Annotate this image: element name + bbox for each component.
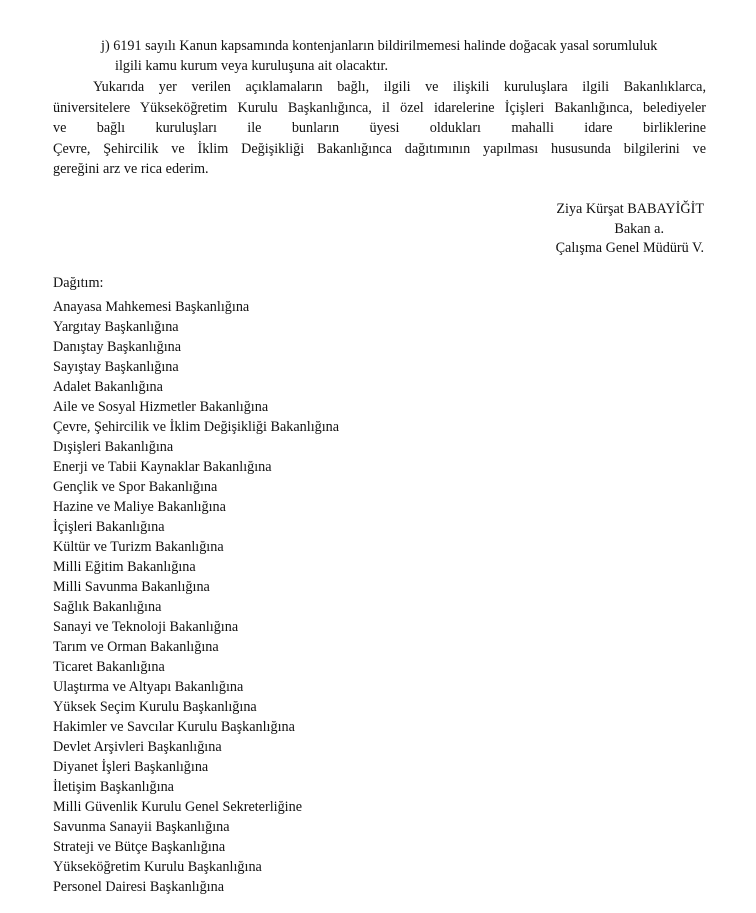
list-item: Diyanet İşleri Başkanlığına: [53, 759, 209, 775]
list-item: Hazine ve Maliye Bakanlığına: [53, 499, 226, 515]
list-item: Danıştay Başkanlığına: [53, 339, 182, 355]
list-item: Milli Savunma Bakanlığına: [53, 579, 210, 595]
signatory-position: Çalışma Genel Müdürü V.: [555, 240, 704, 256]
list-item: Personel Dairesi Başkanlığına: [53, 879, 224, 895]
list-item: Hakimler ve Savcılar Kurulu Başkanlığına: [53, 719, 295, 735]
list-item: Ticaret Bakanlığına: [53, 659, 165, 675]
list-item-j: [101, 36, 707, 76]
item-j-line-1: j) 6191 sayılı Kanun kapsamında kontenjanların bildirilmemesi halinde doğacak yasal sorumluluk: [101, 38, 658, 54]
signatory-title: Bakan a.: [614, 220, 664, 237]
list-item: Yüksek Seçim Kurulu Başkanlığına: [53, 699, 257, 715]
paragraph-line-3: ve bağlı kuruluşları ile bunların üyesi oldukları mahalli idare birliklerine: [53, 120, 706, 136]
paragraph-line-5: gereğini arz ve rica ederim.: [53, 161, 209, 177]
list-item: Adalet Bakanlığına: [53, 379, 163, 395]
list-item: Ulaştırma ve Altyapı Bakanlığına: [53, 679, 244, 695]
list-item: Strateji ve Bütçe Başkanlığına: [53, 839, 226, 855]
list-item: Sayıştay Başkanlığına: [53, 359, 179, 375]
list-item: Milli Güvenlik Kurulu Genel Sekreterliğine: [53, 799, 303, 815]
list-item: Anayasa Mahkemesi Başkanlığına: [53, 299, 250, 315]
list-item: Yükseköğretim Kurulu Başkanlığına: [53, 859, 262, 875]
list-item: İletişim Başkanlığına: [53, 779, 174, 795]
paragraph-line-1: Yukarıda yer verilen açıklamaların bağlı, ilgili ve ilişkili kuruluşlara ilgili Bakanlıklarca,: [93, 79, 706, 95]
item-j-line-2: ilgili kamu kurum veya kuruluşuna ait olacaktır.: [115, 58, 389, 74]
list-item: Gençlik ve Spor Bakanlığına: [53, 479, 218, 495]
list-item: Yargıtay Başkanlığına: [53, 319, 179, 335]
paragraph-line-4: Çevre, Şehircilik ve İklim Değişikliği Bakanlığınca dağıtımının yapılması hususunda bilgilerini ve: [53, 140, 706, 157]
list-item: Kültür ve Turizm Bakanlığına: [53, 539, 224, 555]
list-item: Sanayi ve Teknoloji Bakanlığına: [53, 619, 239, 635]
list-item: Aile ve Sosyal Hizmetler Bakanlığına: [53, 399, 269, 415]
list-item: İçişleri Bakanlığına: [53, 519, 165, 535]
closing-paragraph: [53, 77, 706, 180]
list-item: Çevre, Şehircilik ve İklim Değişikliği Bakanlığına: [53, 419, 340, 435]
list-item: Milli Eğitim Bakanlığına: [53, 559, 196, 575]
signature-block: [556, 200, 704, 259]
list-item: Savunma Sanayii Başkanlığına: [53, 819, 230, 835]
distribution-list: [53, 297, 339, 897]
list-item: Devlet Arşivleri Başkanlığına: [53, 739, 222, 755]
paragraph-line-2: üniversitelere Yükseköğretim Kurulu Başkanlığınca, il özel idarelerine İçişleri Bakanlığınca, belediyeler: [53, 99, 706, 116]
list-item: Enerji ve Tabii Kaynaklar Bakanlığına: [53, 459, 272, 475]
list-item: Sağlık Bakanlığına: [53, 599, 162, 615]
distribution-label: Dağıtım:: [53, 275, 104, 291]
list-item: Dışişleri Bakanlığına: [53, 439, 174, 455]
signatory-name: Ziya Kürşat BABAYİĞİT: [556, 201, 704, 217]
list-item: Tarım ve Orman Bakanlığına: [53, 639, 219, 655]
